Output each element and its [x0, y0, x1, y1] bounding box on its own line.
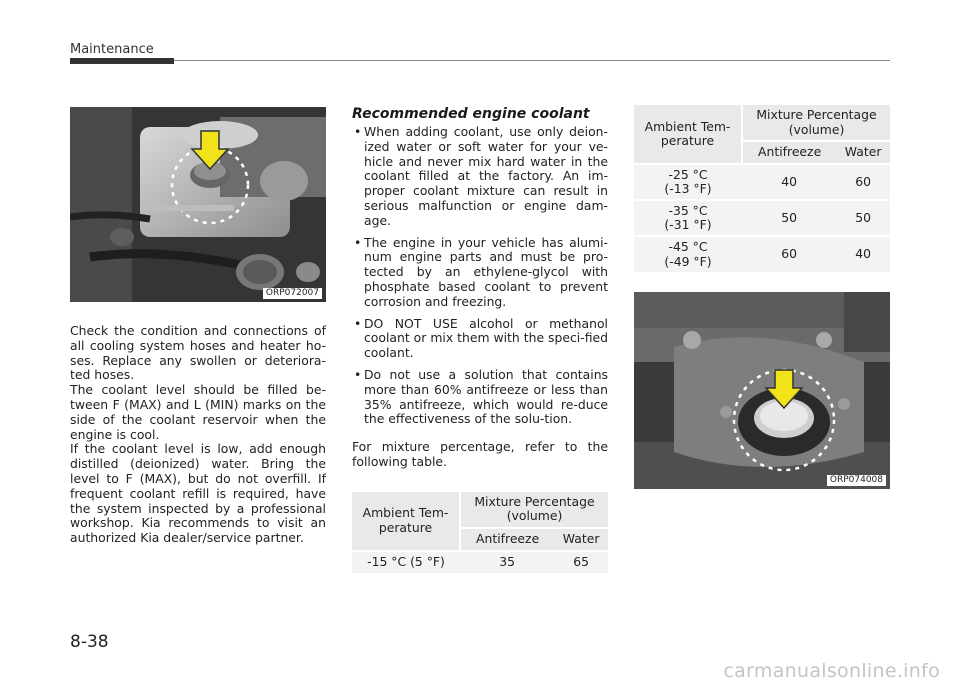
ambient-temperature-header: Ambient Tem-perature [352, 492, 460, 551]
table-row [634, 200, 890, 236]
water-header: Water [554, 528, 608, 551]
water-cell: 50 [836, 200, 890, 236]
section-header-title: Maintenance [70, 42, 154, 57]
temperature-cell: -15 °C (5 °F) [352, 551, 460, 573]
water-cell: 60 [836, 164, 890, 200]
list-item [352, 317, 608, 361]
left-column [70, 107, 326, 546]
bullet-text: When adding coolant, use only deion-ized water or soft water for your ve-hicle and never mix hard water in the coolant filled at the factory. An im-proper coolant mixture can result in serious malfunction or engine dam-age. [364, 124, 608, 228]
header-rule [70, 60, 890, 61]
antifreeze-cell: 35 [460, 551, 554, 573]
coolant-level-paragraph: The coolant level should be filled be-tween F (MAX) and L (MIN) marks on the side of the coolant reservoir when the engine is cool. [70, 382, 326, 442]
water-header: Water [836, 141, 890, 164]
bullet-icon: • [354, 315, 362, 331]
bullet-icon: • [354, 234, 362, 250]
table-row [634, 164, 890, 200]
water-cell: 65 [554, 551, 608, 573]
bullet-icon: • [354, 366, 362, 382]
antifreeze-cell: 40 [742, 164, 836, 200]
temperature-cell: -45 °C (-49 °F) [634, 236, 742, 272]
list-item [352, 125, 608, 229]
ambient-temperature-header: Ambient Tem-perature [634, 105, 742, 164]
mixture-percentage-header: Mixture Percentage (volume) [460, 492, 608, 528]
page-number: 8-38 [70, 632, 109, 652]
table-row [352, 551, 608, 573]
radiator-cap-illustration [634, 292, 890, 489]
engine-bay-illustration [70, 107, 326, 302]
temperature-cell: -25 °C (-13 °F) [634, 164, 742, 200]
mixture-table-large [634, 105, 890, 272]
radiator-cap-photo [634, 292, 890, 489]
right-column [634, 105, 890, 489]
antifreeze-cell: 60 [742, 236, 836, 272]
list-item [352, 368, 608, 427]
mixture-percentage-header: Mixture Percentage (volume) [742, 105, 890, 141]
header-accent-bar [70, 58, 174, 64]
photo-code-label: ORP074008 [827, 475, 886, 486]
mixture-table-small [352, 492, 608, 573]
bullet-text: Do not use a solution that contains more than 60% antifreeze or less than 35% antifreeze, which would re-duce the effectiveness of the solu-tion. [364, 366, 608, 427]
antifreeze-header: Antifreeze [460, 528, 554, 551]
section-heading: Recommended engine coolant [352, 106, 590, 122]
bullet-icon: • [354, 124, 362, 139]
photo-code-label: ORP072007 [263, 288, 322, 299]
table-reference-text: For mixture percentage, refer to the following table. [352, 439, 608, 469]
antifreeze-header: Antifreeze [742, 141, 836, 164]
coolant-reservoir-photo [70, 107, 326, 302]
antifreeze-cell: 50 [742, 200, 836, 236]
bullet-text: DO NOT USE alcohol or methanol coolant or mix them with the speci-fied coolant. [364, 315, 608, 361]
low-coolant-paragraph: If the coolant level is low, add enough distilled (deionized) water. Bring the level to F (MAX), but do not overfill. If frequent coolant refill is required, have the system inspected by a professional workshop. Kia recommends to visit an authorized Kia dealer/service partner. [70, 441, 326, 546]
bullet-text: The engine in your vehicle has alumi-num engine parts and must be pro-tected by an ethylene-glycol with phosphate based coolant to prevent corrosion and freezing. [364, 234, 608, 309]
coolant-bullet-list [352, 125, 608, 427]
water-cell: 40 [836, 236, 890, 272]
middle-column [352, 107, 608, 573]
list-item [352, 236, 608, 310]
table-row [634, 236, 890, 272]
hose-check-paragraph: Check the condition and connections of all cooling system hoses and heater ho-ses. Replace any swollen or deteriora-ted hoses. [70, 323, 326, 383]
temperature-cell: -35 °C (-31 °F) [634, 200, 742, 236]
watermark-text: carmanualsonline.info [723, 660, 940, 682]
